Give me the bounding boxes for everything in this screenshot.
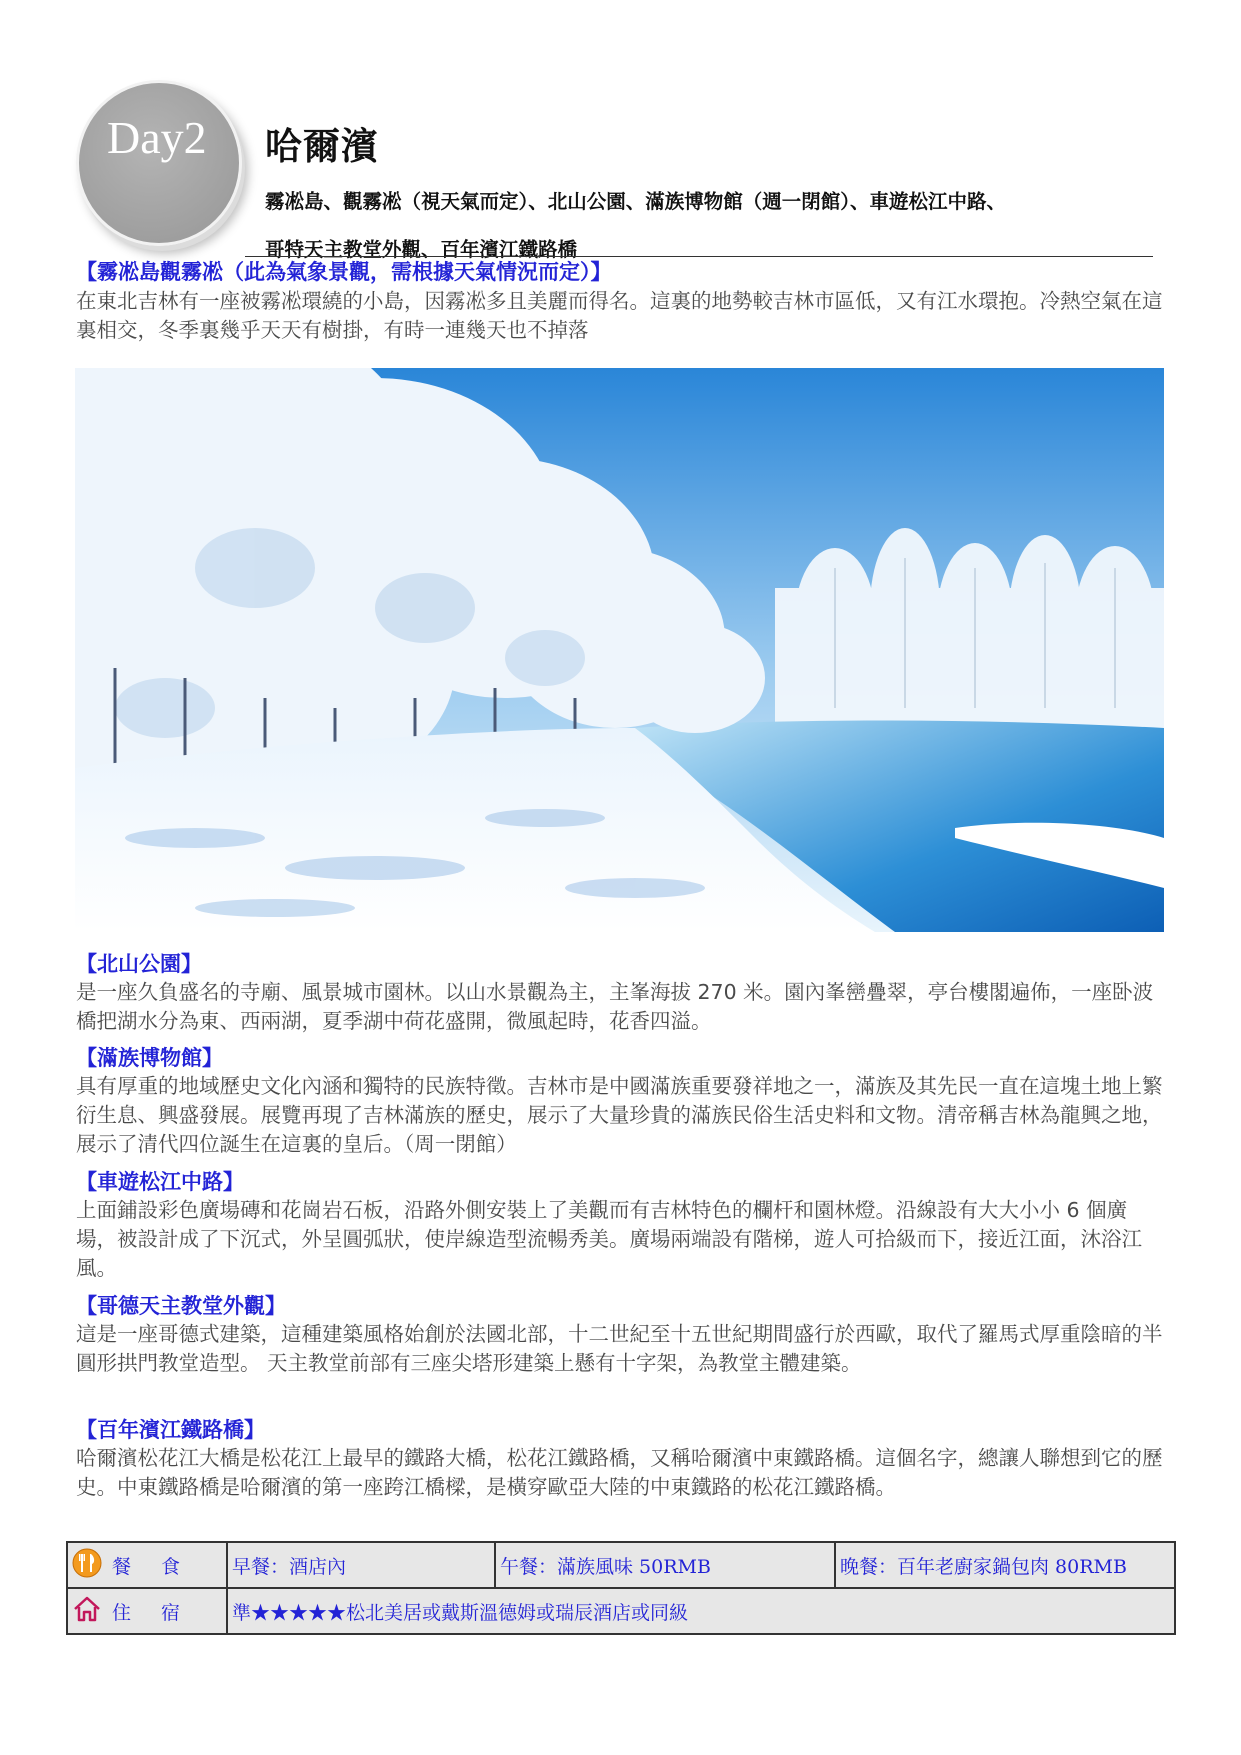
section-title: 【滿族博物館】	[76, 1046, 223, 1070]
section-title: 【百年濱江鐵路橋】	[76, 1418, 265, 1442]
day-label: Day2	[107, 112, 207, 163]
breakfast-cell: 早餐：酒店內	[227, 1542, 495, 1588]
meals-label-cell	[67, 1542, 227, 1588]
section-body: 是一座久負盛名的寺廟、風景城市園林。以山水景觀為主，主峯海拔 270 米。園內峯巒疊翠，亭台樓閣遍佈，一座卧波橋把湖水分為東、西兩湖，夏季湖中荷花盛開，微風起時，花香四溢。	[76, 980, 1154, 1033]
section-railway-bridge	[76, 1416, 1166, 1502]
section-rime-island	[76, 258, 1166, 345]
header-divider	[245, 256, 1153, 257]
section-title: 【哥德天主教堂外觀】	[76, 1294, 286, 1318]
meals-label: 餐 食	[112, 1555, 193, 1578]
day-badge	[76, 80, 242, 246]
section-gothic-church	[76, 1292, 1166, 1378]
lunch-cell: 午餐：滿族風味 50RMB	[495, 1542, 835, 1588]
utensils-icon	[72, 1548, 102, 1583]
section-beishan-park	[76, 950, 1166, 1036]
section-body: 哈爾濱松花江大橋是松花江上最早的鐵路大橋，松花江鐵路橋，又稱哈爾濱中東鐵路橋。這個名字，總讓人聯想到它的歷史。中東鐵路橋是哈爾濱的第一座跨江橋樑，是橫穿歐亞大陸的中東鐵路的松花江鐵路橋。	[76, 1446, 1163, 1499]
rime-scenery-photo	[75, 368, 1164, 932]
page-title: 哈爾濱	[265, 125, 379, 168]
lodging-label-cell	[67, 1588, 227, 1634]
meals-lodging-table	[66, 1541, 1176, 1635]
section-body: 這是一座哥德式建築，這種建築風格始創於法國北部，十二世紀至十五世紀期間盛行於西歐，取代了羅馬式厚重陰暗的半圓形拱門教堂造型。 天主教堂前部有三座尖塔形建築上懸有十字架，為教堂主體建築。	[76, 1322, 1163, 1375]
section-body: 上面鋪設彩色廣場磚和花崗岩石板，沿路外側安裝上了美觀而有吉林特色的欄杆和園林燈。沿線設有大大小小 6 個廣場，被設計成了下沉式，外呈圓弧狀，使岸線造型流暢秀美。廣場兩端設有階梯，遊人可拾級而下，接近江面，沐浴江風。	[76, 1198, 1142, 1280]
section-body: 具有厚重的地域歷史文化內涵和獨特的民族特徵。吉林市是中國滿族重要發祥地之一，滿族及其先民一直在這塊土地上繁衍生息、興盛發展。展覽再現了吉林滿族的歷史，展示了大量珍貴的滿族民俗生活史料和文物。清帝稱吉林為龍興之地，展示了清代四位誕生在這裏的皇后。（周一閉館）	[76, 1074, 1163, 1156]
section-songjiang-road	[76, 1168, 1166, 1283]
route-line-2: 哥特天主教堂外觀、百年濱江鐵路橋	[265, 238, 578, 261]
hotel-cell: 準★★★★★松北美居或戴斯溫德姆或瑞辰酒店或同級	[227, 1588, 1175, 1634]
section-title: 【車遊松江中路】	[76, 1170, 244, 1194]
section-title: 【北山公園】	[76, 952, 202, 976]
section-manchu-museum	[76, 1044, 1166, 1159]
meals-row	[67, 1542, 1175, 1588]
section-title: 【霧凇島觀霧凇（此為氣象景觀，需根據天氣情況而定）】	[76, 260, 612, 284]
dinner-cell: 晚餐：百年老廚家鍋包肉 80RMB	[835, 1542, 1175, 1588]
route-line-1: 霧凇島、觀霧凇（視天氣而定）、北山公園、滿族博物館（週一閉館）、車遊松江中路、	[265, 190, 1007, 213]
lodging-row	[67, 1588, 1175, 1634]
house-icon	[72, 1594, 102, 1629]
lodging-label: 住 宿	[112, 1601, 193, 1624]
section-body: 在東北吉林有一座被霧凇環繞的小島，因霧凇多且美麗而得名。這裏的地勢較吉林市區低，又有江水環抱。冷熱空氣在這裏相交，冬季裏幾乎天天有樹掛，有時一連幾天也不掉落	[76, 289, 1163, 342]
